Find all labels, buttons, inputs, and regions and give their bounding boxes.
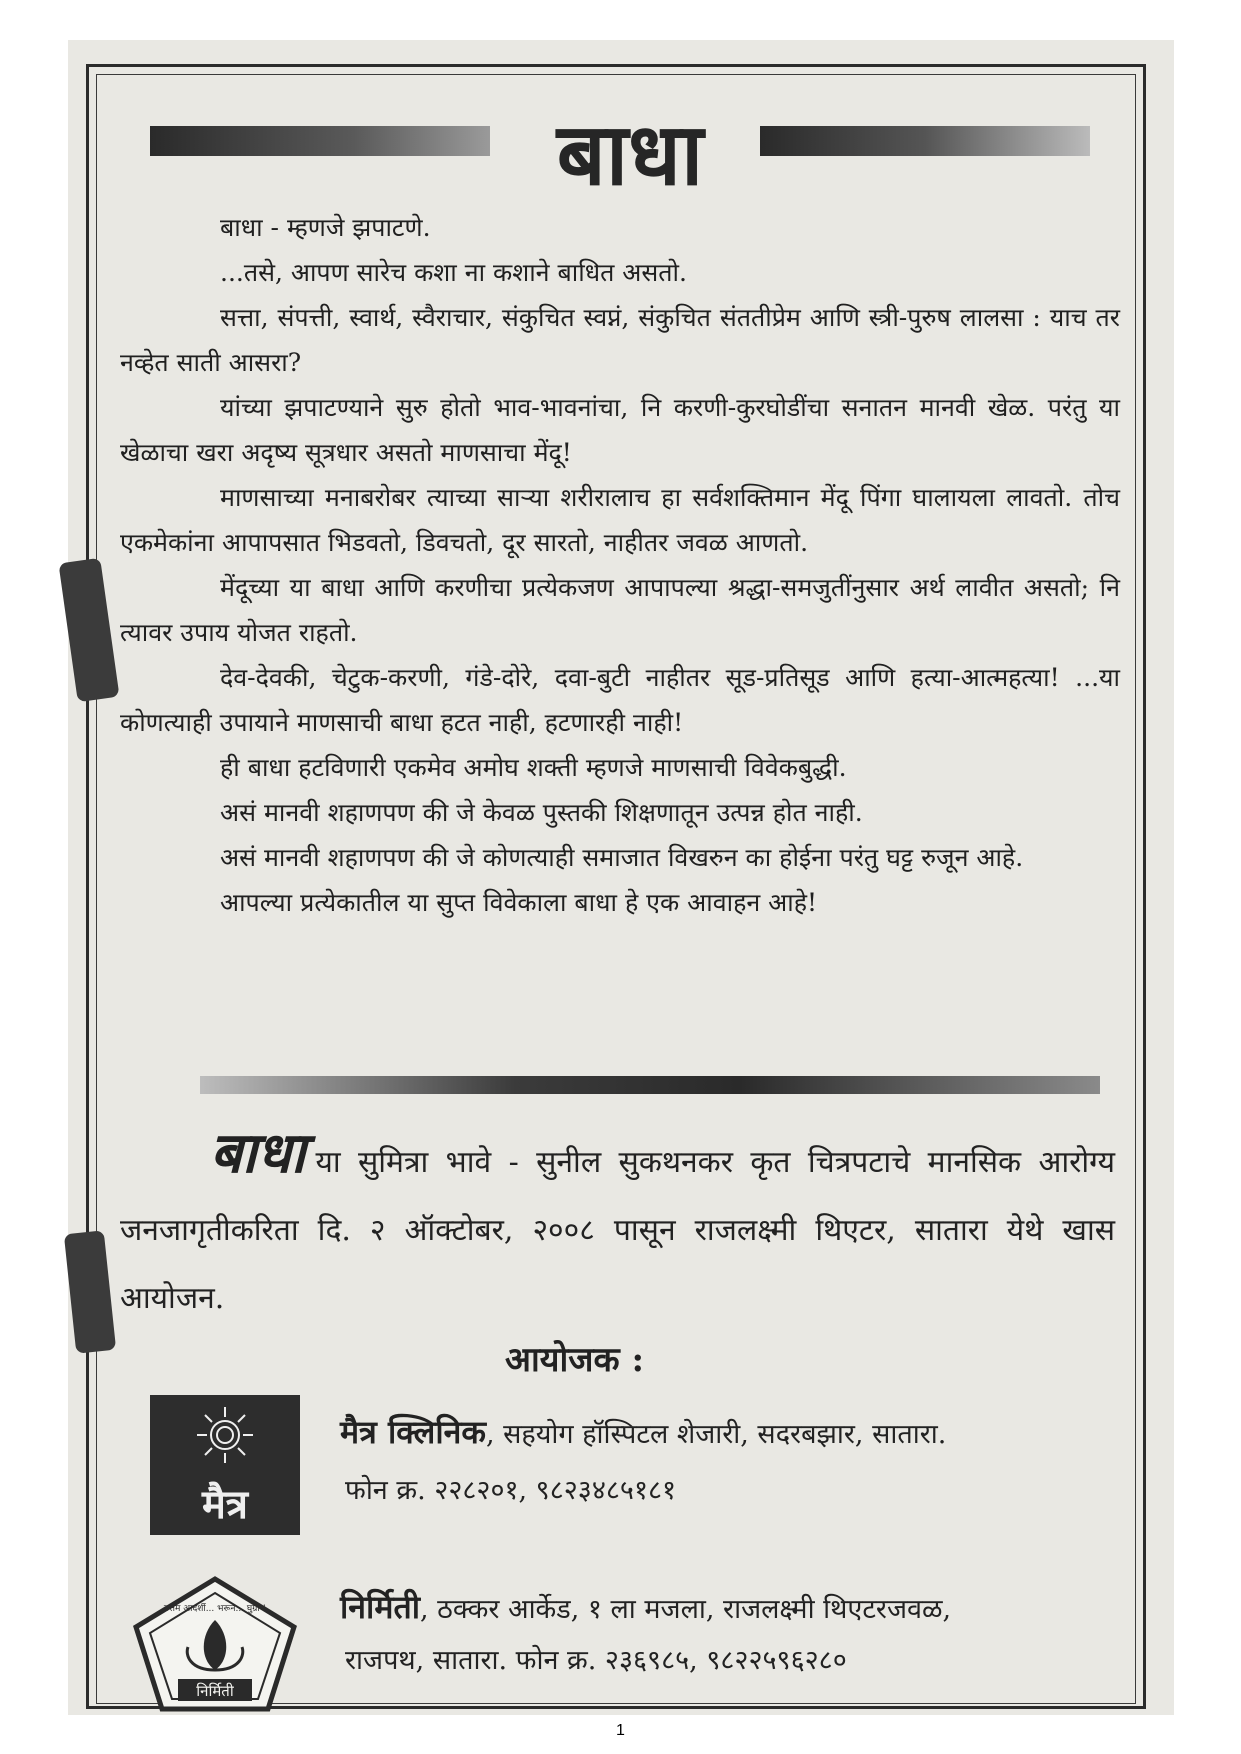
- nirmiti-logo: [130, 1575, 300, 1715]
- paragraph: असं मानवी शहाणपण की जे कोणत्याही समाजात विखरुन का होईना परंतु घट्ट रुजून आहे.: [220, 843, 1024, 872]
- paragraph: आपल्या प्रत्येकातील या सुप्त विवेकाला बाधा हे एक आवाहन आहे!: [220, 888, 818, 917]
- nirmiti-address: , ठक्कर आर्केड, १ ला मजला, राजलक्ष्मी थिएटरजवळ,: [420, 1594, 952, 1625]
- maitra-clinic-name: मैत्र क्लिनिक: [340, 1413, 486, 1451]
- body-text: [120, 205, 1120, 925]
- nirmiti-logo-motto: उत्तम आदर्शी... भरून... घुग्रा !: [163, 1604, 267, 1614]
- maitra-clinic-phone: फोन क्र. २२८२०१, ९८२३४८५१८१: [345, 1475, 677, 1506]
- paragraph: माणसाच्या मनाबरोबर त्याच्या साऱ्या शरीरालाच हा सर्वशक्तिमान मेंदू पिंगा घालायला लावतो. तोच एकमेकांना आपापसात भिडवतो, डिवचतो, दूर सारतो, नाहीतर जवळ आणतो.: [120, 483, 1120, 557]
- announcement-text: या सुमित्रा भावे - सुनील सुकथनकर कृत चित्रपटाचे मानसिक आरोग्य जनजागृतीकरिता दि. २ ऑक्टोबर, २००८ पासून राजलक्ष्मी थिएटर, सातारा येथे खास आयोजन.: [120, 1145, 1115, 1316]
- title-bar-right: [760, 126, 1090, 156]
- maitra-logo: [150, 1395, 300, 1535]
- paragraph: बाधा - म्हणजे झपाटणे.: [220, 213, 431, 242]
- page-number: 1: [616, 1722, 625, 1739]
- page-title: बाधा: [556, 105, 704, 205]
- maitra-logo-text: मैत्र: [202, 1481, 248, 1528]
- maitra-clinic-line: [340, 1410, 946, 1453]
- maitra-clinic-address: , सहयोग हॉस्पिटल शेजारी, सदरबझार, सातारा.: [486, 1419, 947, 1450]
- organizers-heading: आयोजक :: [505, 1340, 645, 1380]
- paragraph: असं मानवी शहाणपण की जे केवळ पुस्तकी शिक्षणातून उत्पन्न होत नाही.: [220, 798, 863, 827]
- paragraph: यांच्या झपाटण्याने सुरु होतो भाव-भावनांचा, नि करणी-कुरघोडींचा सनातन मानवी खेळ. परंतु या खेळाचा खरा अदृष्य सूत्रधार असतो माणसाचा मेंदू!: [120, 393, 1120, 467]
- paragraph: ...तसे, आपण सारेच कशा ना कशाने बाधित असतो.: [220, 258, 687, 287]
- nirmiti-logo-text: निर्मिती: [196, 1682, 234, 1700]
- title-bar-left: [150, 126, 490, 156]
- sun-spiral-icon: [195, 1405, 255, 1465]
- film-name: बाधा: [210, 1121, 306, 1186]
- nirmiti-address-phone: राजपथ, सातारा. फोन क्र. २३६९८५, ९८२२५९६२८०: [345, 1645, 847, 1676]
- paragraph: मेंदूच्या या बाधा आणि करणीचा प्रत्येकजण आपापल्या श्रद्धा-समजुतींनुसार अर्थ लावीत असतो; नि त्यावर उपाय योजत राहतो.: [120, 573, 1120, 647]
- paragraph: ही बाधा हटविणारी एकमेव अमोघ शक्ती म्हणजे माणसाची विवेकबुद्धी.: [220, 753, 847, 782]
- paragraph: सत्ता, संपत्ती, स्वार्थ, स्वैराचार, संकुचित स्वप्नं, संकुचित संततीप्रेम आणि स्त्री-पुरुष लालसा : याच तर नव्हेत साती आसरा?: [120, 303, 1120, 377]
- nirmiti-line: [340, 1585, 951, 1628]
- paragraph: देव-देवकी, चेटुक-करणी, गंडे-दोरे, दवा-बुटी नाहीतर सूड-प्रतिसूड आणि हत्या-आत्महत्या! ...या कोणत्याही उपायाने माणसाची बाधा हटत नाही, हटणारही नाही!: [120, 663, 1120, 737]
- nirmiti-name: निर्मिती: [340, 1588, 421, 1626]
- announcement: [120, 1120, 1115, 1333]
- section-divider: [200, 1076, 1100, 1094]
